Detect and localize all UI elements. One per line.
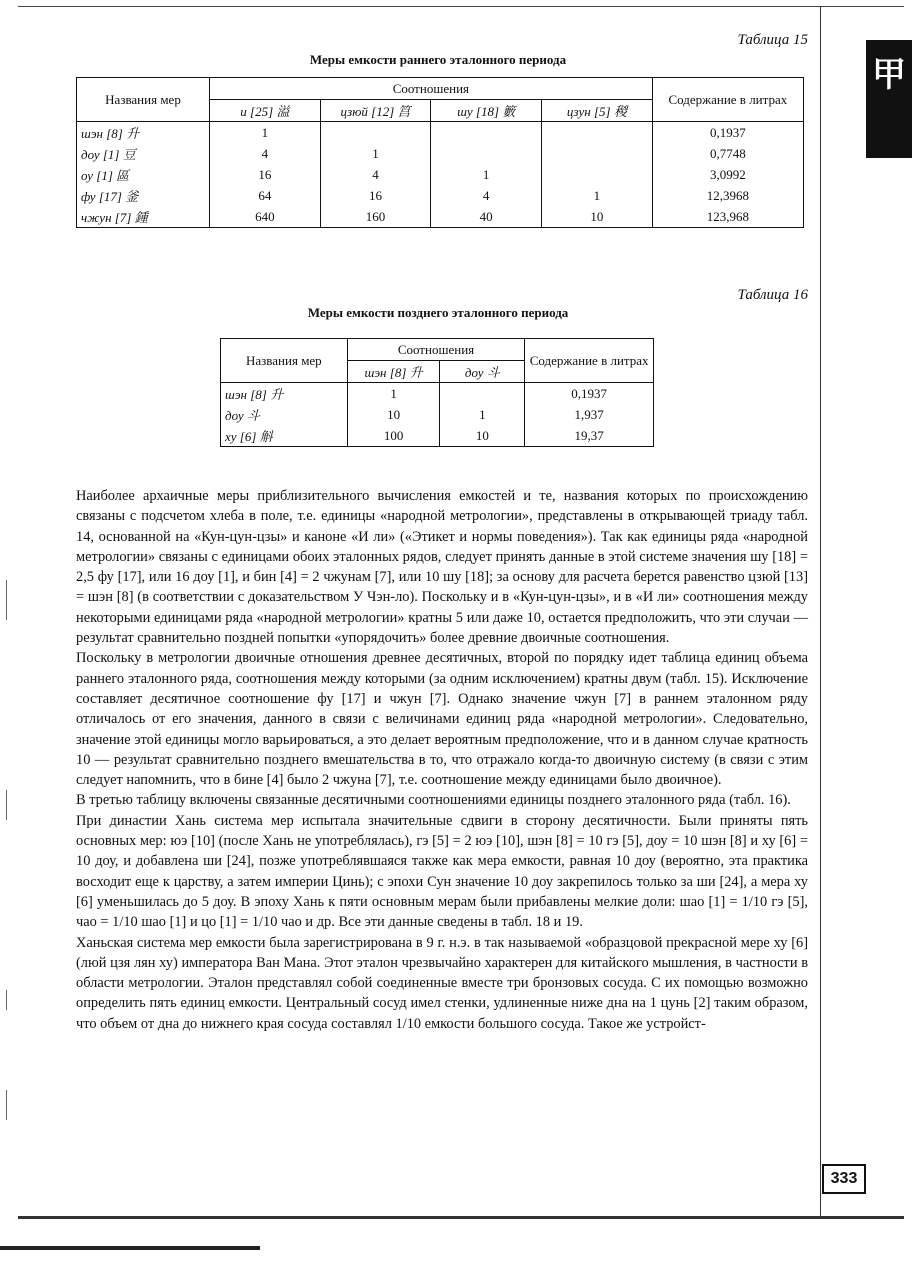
subheader-shen: шэн [8] 升 bbox=[347, 361, 440, 383]
liters-cell: 3,0992 bbox=[652, 164, 803, 185]
table-row bbox=[77, 143, 804, 164]
liters-cell: 0,1937 bbox=[652, 122, 803, 144]
paragraph: При династии Хань система мер испытала значительные сдвиги в сторону десятичности. Были приняты пять основных мер: юэ [10] (после Хань не употреблялась), гэ [5] = 2 юэ [10], шэн [8] = 10 гэ [5], доу = 10 шэн [8] и ху [6] = 10 доу, и добавлена ши [24], позже употреблявшаяся также как мера емкости, равная 10 доу (вероятно, эта практика восходит еще к царству, а затем империи Цинь); с эпохи Сун значение 10 доу закрепилось только за ши [24], а мера ху [6] уменьшилась до 5 доу. В эпоху Хань к пяти основным мерам были прибавлены мелкие доли: шао [1] = 1/10 гэ [5], чао = 1/10 шао [1] и цо [1] = 1/10 чао и др. Все эти данные сведены в табл. 18 и 19. bbox=[76, 812, 808, 931]
table-row bbox=[77, 185, 804, 206]
header-content bbox=[652, 78, 803, 122]
table15 bbox=[76, 77, 804, 228]
ratio-cell bbox=[542, 122, 653, 144]
paragraph: В третью таблицу включены связанные десятичными соотношениями единицы позднего эталонного ряда (табл. 16). bbox=[76, 792, 791, 809]
ratio-cell: 1 bbox=[431, 164, 542, 185]
ratio-cell: 10 bbox=[440, 425, 525, 447]
ratio-cell: 160 bbox=[320, 206, 431, 228]
ratio-cell: 100 bbox=[347, 425, 440, 447]
table16 bbox=[220, 338, 654, 447]
liters-cell: 0,7748 bbox=[652, 143, 803, 164]
table16-title: Меры емкости позднего эталонного периода bbox=[307, 305, 569, 320]
scan-mark bbox=[6, 790, 7, 820]
liters-cell: 12,3968 bbox=[652, 185, 803, 206]
scan-mark bbox=[6, 1090, 7, 1120]
page-frame-bottom bbox=[18, 1216, 904, 1219]
ratio-cell bbox=[431, 143, 542, 164]
paragraph: Поскольку в метрологии двоичные отношения древнее десятичных, второй по порядку идет таблица единиц объема раннего эталонного ряда, соотношения между которыми (за одним исключением) кратны двум (табл. 15). Исключение составляет десятичное соотношение фу [17] и чжун [7]. Однако значение чжун [7] в раннем эталонном ряду отличалось от его значения, данного в связи с величинами единиц ряда «народной метрологии». Следовательно, значение этой единицы могло варьироваться, а это делает вероятным предположение, что и в данном случае кратность 10 — результат сравнительно позднего вмешательства в то, что отражало когда-то двоичную систему (в связи с этим следует напомнить, что в бине [4] было 2 чжуна [7], т.е. соотношение между единицами было двоичное). bbox=[76, 650, 808, 789]
liters-cell: 19,37 bbox=[525, 425, 654, 447]
measure-name: шэн [8] 升 bbox=[77, 122, 210, 144]
ratio-cell: 16 bbox=[320, 185, 431, 206]
page-number: 333 bbox=[822, 1164, 866, 1194]
table-row bbox=[221, 404, 654, 425]
liters-cell: 0,1937 bbox=[525, 383, 654, 405]
header-ratios: Соотношения bbox=[347, 339, 525, 361]
ratio-cell: 10 bbox=[347, 404, 440, 425]
ratio-cell: 64 bbox=[210, 185, 321, 206]
table-row bbox=[221, 425, 654, 447]
measure-name: оу [1] 區 bbox=[77, 164, 210, 185]
ratio-cell: 4 bbox=[431, 185, 542, 206]
ratio-cell bbox=[542, 164, 653, 185]
measure-name: шэн [8] 升 bbox=[221, 383, 348, 405]
ratio-cell: 1 bbox=[440, 404, 525, 425]
page-frame-top bbox=[18, 6, 904, 7]
ratio-cell: 1 bbox=[347, 383, 440, 405]
ratio-cell: 40 bbox=[431, 206, 542, 228]
header-content-text: Содержание в литрах bbox=[668, 91, 788, 107]
subheader-tszyuy: цзюй [12] 筥 bbox=[320, 100, 431, 122]
scan-mark bbox=[6, 580, 7, 620]
ratio-cell: 16 bbox=[210, 164, 321, 185]
ratio-cell: 640 bbox=[210, 206, 321, 228]
ratio-cell: 4 bbox=[320, 164, 431, 185]
ratio-cell bbox=[431, 122, 542, 144]
body-text bbox=[76, 486, 808, 1034]
liters-cell: 1,937 bbox=[525, 404, 654, 425]
table-row bbox=[221, 383, 654, 405]
table-row bbox=[77, 164, 804, 185]
header-content-text: Содержание в литрах bbox=[529, 352, 649, 368]
header-names: Названия мер bbox=[221, 339, 348, 383]
header-ratios: Соотношения bbox=[210, 78, 653, 100]
ratio-cell: 1 bbox=[320, 143, 431, 164]
ratio-cell bbox=[542, 143, 653, 164]
thumb-tab-glyph: 甲 bbox=[872, 55, 906, 95]
measure-name: доу [1] 豆 bbox=[77, 143, 210, 164]
measure-name: фу [17] 釜 bbox=[77, 185, 210, 206]
header-content bbox=[525, 339, 654, 383]
measure-name: доу 斗 bbox=[221, 404, 348, 425]
ratio-cell: 1 bbox=[542, 185, 653, 206]
header-names: Названия мер bbox=[77, 78, 210, 122]
subheader-i: и [25] 溢 bbox=[210, 100, 321, 122]
ratio-cell bbox=[320, 122, 431, 144]
liters-cell: 123,968 bbox=[652, 206, 803, 228]
subheader-shu: шу [18] 籔 bbox=[431, 100, 542, 122]
ratio-cell: 1 bbox=[210, 122, 321, 144]
page-frame-right bbox=[820, 6, 821, 1216]
table15-title: Меры емкости раннего эталонного периода bbox=[309, 52, 567, 67]
table16-label: Таблица 16 bbox=[737, 287, 808, 303]
subheader-dou: доу 斗 bbox=[440, 361, 525, 383]
measure-name: ху [6] 斛 bbox=[221, 425, 348, 447]
ratio-cell: 4 bbox=[210, 143, 321, 164]
table-row bbox=[77, 122, 804, 144]
measure-name: чжун [7] 鍾 bbox=[77, 206, 210, 228]
subheader-tszun: цзун [5] 稯 bbox=[542, 100, 653, 122]
paragraph: Ханьская система мер емкости была зарегистрирована в 9 г. н.э. в так называемой «образцовой прекрасной мере ху [6] (люй цзя лян ху) императора Ван Мана. Этот эталон чрезвычайно характерен для китайского мышления, в частности в области метрологии. Эталон представлял собой соединенные вместе три бронзовых сосуда. С их помощью возможно определить пять единиц емкости. Центральный сосуд имел стенки, удлиненные ниже дна на 1 цунь [2] таким образом, что объем от дна до нижнего края сосуда составлял 1/10 емкости большого сосуда. Такое же устройст- bbox=[76, 934, 808, 1032]
scan-mark bbox=[6, 990, 7, 1010]
table15-label: Таблица 15 bbox=[737, 32, 808, 48]
table-row bbox=[77, 206, 804, 228]
scan-edge-mark bbox=[0, 1246, 260, 1250]
paragraph: Наиболее архаичные меры приблизительного вычисления емкостей и те, названия которых по происхождению связаны с подсчетом хлеба в поле, т.е. единицы «народной метрологии», представлены в открывающей триаду табл. 14, основанной на «Кун-цун-цзы» и каноне «И ли» («Этикет и нормы поведения»). Так как единицы ряда «народной метрологии» связаны с единицами обоих эталонных рядов, следует принять данные в этой системе значения шу [18] = 2,5 фу [17], или 16 доу [1], и бин [4] = 2 чжунам [7], или 10 шу [18]; за основу для расчета берется равенство цзюй [13] = шэн [8] (в соответствии с доказательством У Чэн-ло). Поскольку и в «Кун-цун-цзы», и в «И ли» соотношения между некоторыми единицами ряда «народной метрологии» кратны 5 или даже 10, остается предположить, что эти случаи — результат сравнительно поздней попытки «упорядочить» более древние двоичные соотношения. bbox=[76, 488, 808, 647]
ratio-cell bbox=[440, 383, 525, 405]
ratio-cell: 10 bbox=[542, 206, 653, 228]
